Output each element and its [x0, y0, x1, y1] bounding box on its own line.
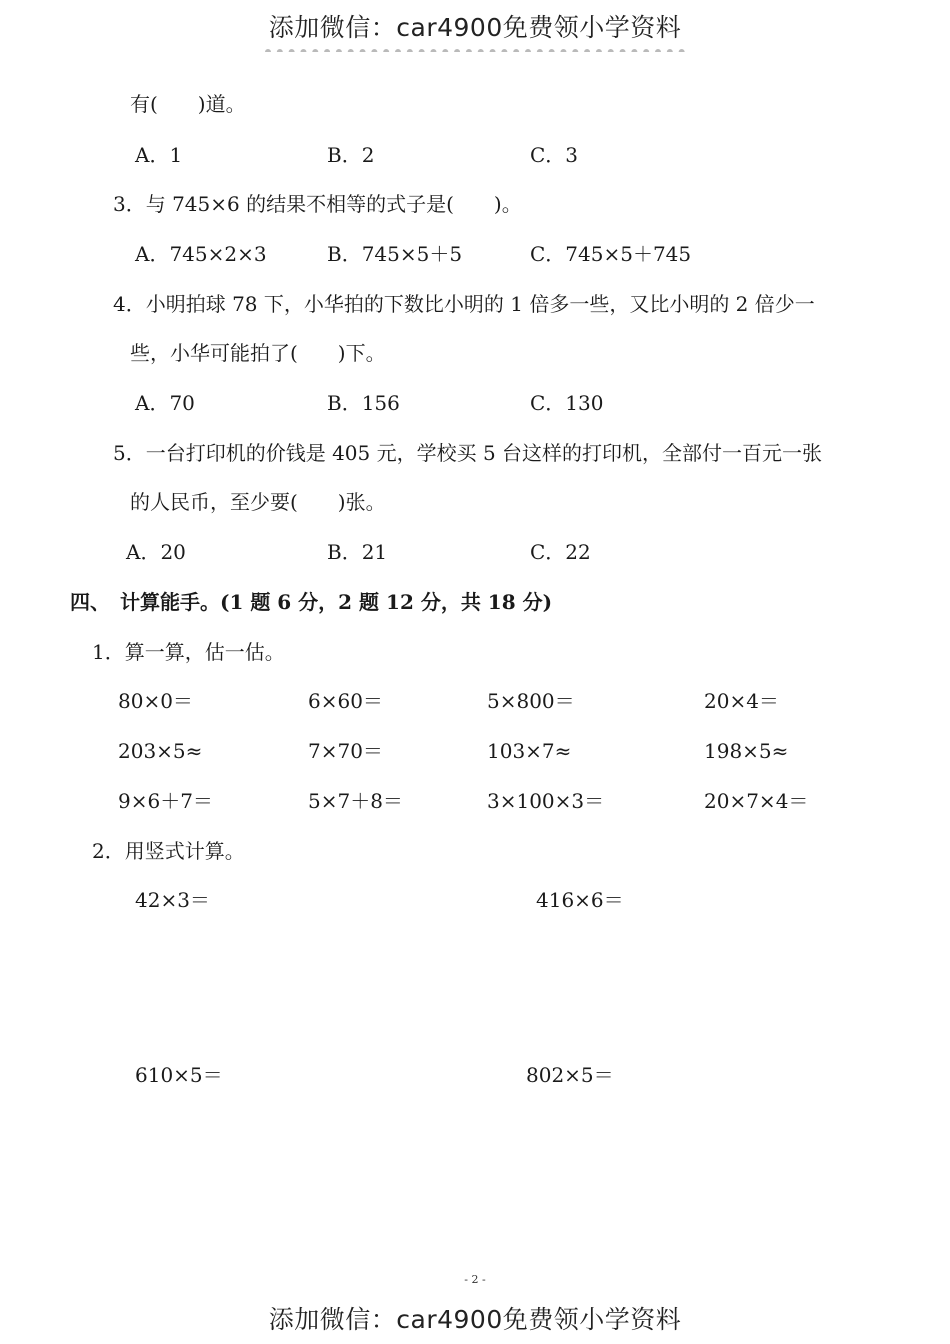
q2-option-a: A．1 — [135, 143, 183, 167]
vertical-calc-1: 42×3＝ — [135, 888, 210, 912]
section4-heading: 四、 计算能手。(1 题 6 分，2 题 12 分，共 18 分) — [70, 590, 553, 614]
q5-line1: 5．一台打印机的价钱是 405 元，学校买 5 台这样的打印机，全部付一百元一张 — [113, 441, 823, 465]
vertical-calc-2: 416×6＝ — [536, 888, 624, 912]
q2-option-c: C．3 — [530, 143, 579, 167]
calc-r3-c2: 5×7＋8＝ — [308, 789, 403, 813]
vertical-calc-3: 610×5＝ — [135, 1063, 223, 1087]
watermark-top: 添加微信：car4900免费领小学资料 — [268, 13, 682, 42]
q3-option-b: B．745×5＋5 — [327, 242, 463, 266]
q3-option-c: C．745×5＋745 — [530, 242, 692, 266]
q4-option-c: C．130 — [530, 391, 604, 415]
q4-line1: 4．小明拍球 78 下，小华拍的下数比小明的 1 倍多一些，又比小明的 2 倍少一 — [113, 292, 815, 316]
calc-r2-c4: 198×5≈ — [704, 739, 789, 763]
q4-line2: 些，小华可能拍了( )下。 — [130, 341, 386, 365]
q5-line2: 的人民币，至少要( )张。 — [130, 490, 386, 514]
calc-r2-c2: 7×70＝ — [308, 739, 383, 763]
q3-stem: 3．与 745×6 的结果不相等的式子是( )。 — [113, 192, 522, 216]
calc-r1-c1: 80×0＝ — [118, 689, 193, 713]
q5-option-a: A．20 — [126, 540, 186, 564]
q2-option-b: B．2 — [327, 143, 375, 167]
vertical-calc-4: 802×5＝ — [526, 1063, 614, 1087]
watermark-ghost-bottom — [0, 1288, 950, 1298]
page-number: - 2 - — [464, 1273, 486, 1286]
calc-r3-c4: 20×7×4＝ — [704, 789, 809, 813]
calc-r3-c1: 9×6＋7＝ — [118, 789, 213, 813]
sub1-title: 1．算一算，估一估。 — [92, 640, 285, 664]
calc-r1-c2: 6×60＝ — [308, 689, 383, 713]
q4-option-a: A．70 — [135, 391, 195, 415]
q2-tail: 有( )道。 — [130, 92, 246, 116]
calc-r1-c3: 5×800＝ — [487, 689, 575, 713]
calc-r1-c4: 20×4＝ — [704, 689, 779, 713]
calc-r3-c3: 3×100×3＝ — [487, 789, 605, 813]
q4-option-b: B．156 — [327, 391, 400, 415]
watermark-ghost-top — [0, 38, 950, 52]
watermark-bottom: 添加微信：car4900免费领小学资料 — [268, 1305, 682, 1334]
q5-option-c: C．22 — [530, 540, 591, 564]
q3-option-a: A．745×2×3 — [135, 242, 267, 266]
calc-r2-c3: 103×7≈ — [487, 739, 572, 763]
calc-r2-c1: 203×5≈ — [118, 739, 203, 763]
q5-option-b: B．21 — [327, 540, 388, 564]
sub2-title: 2．用竖式计算。 — [92, 839, 245, 863]
